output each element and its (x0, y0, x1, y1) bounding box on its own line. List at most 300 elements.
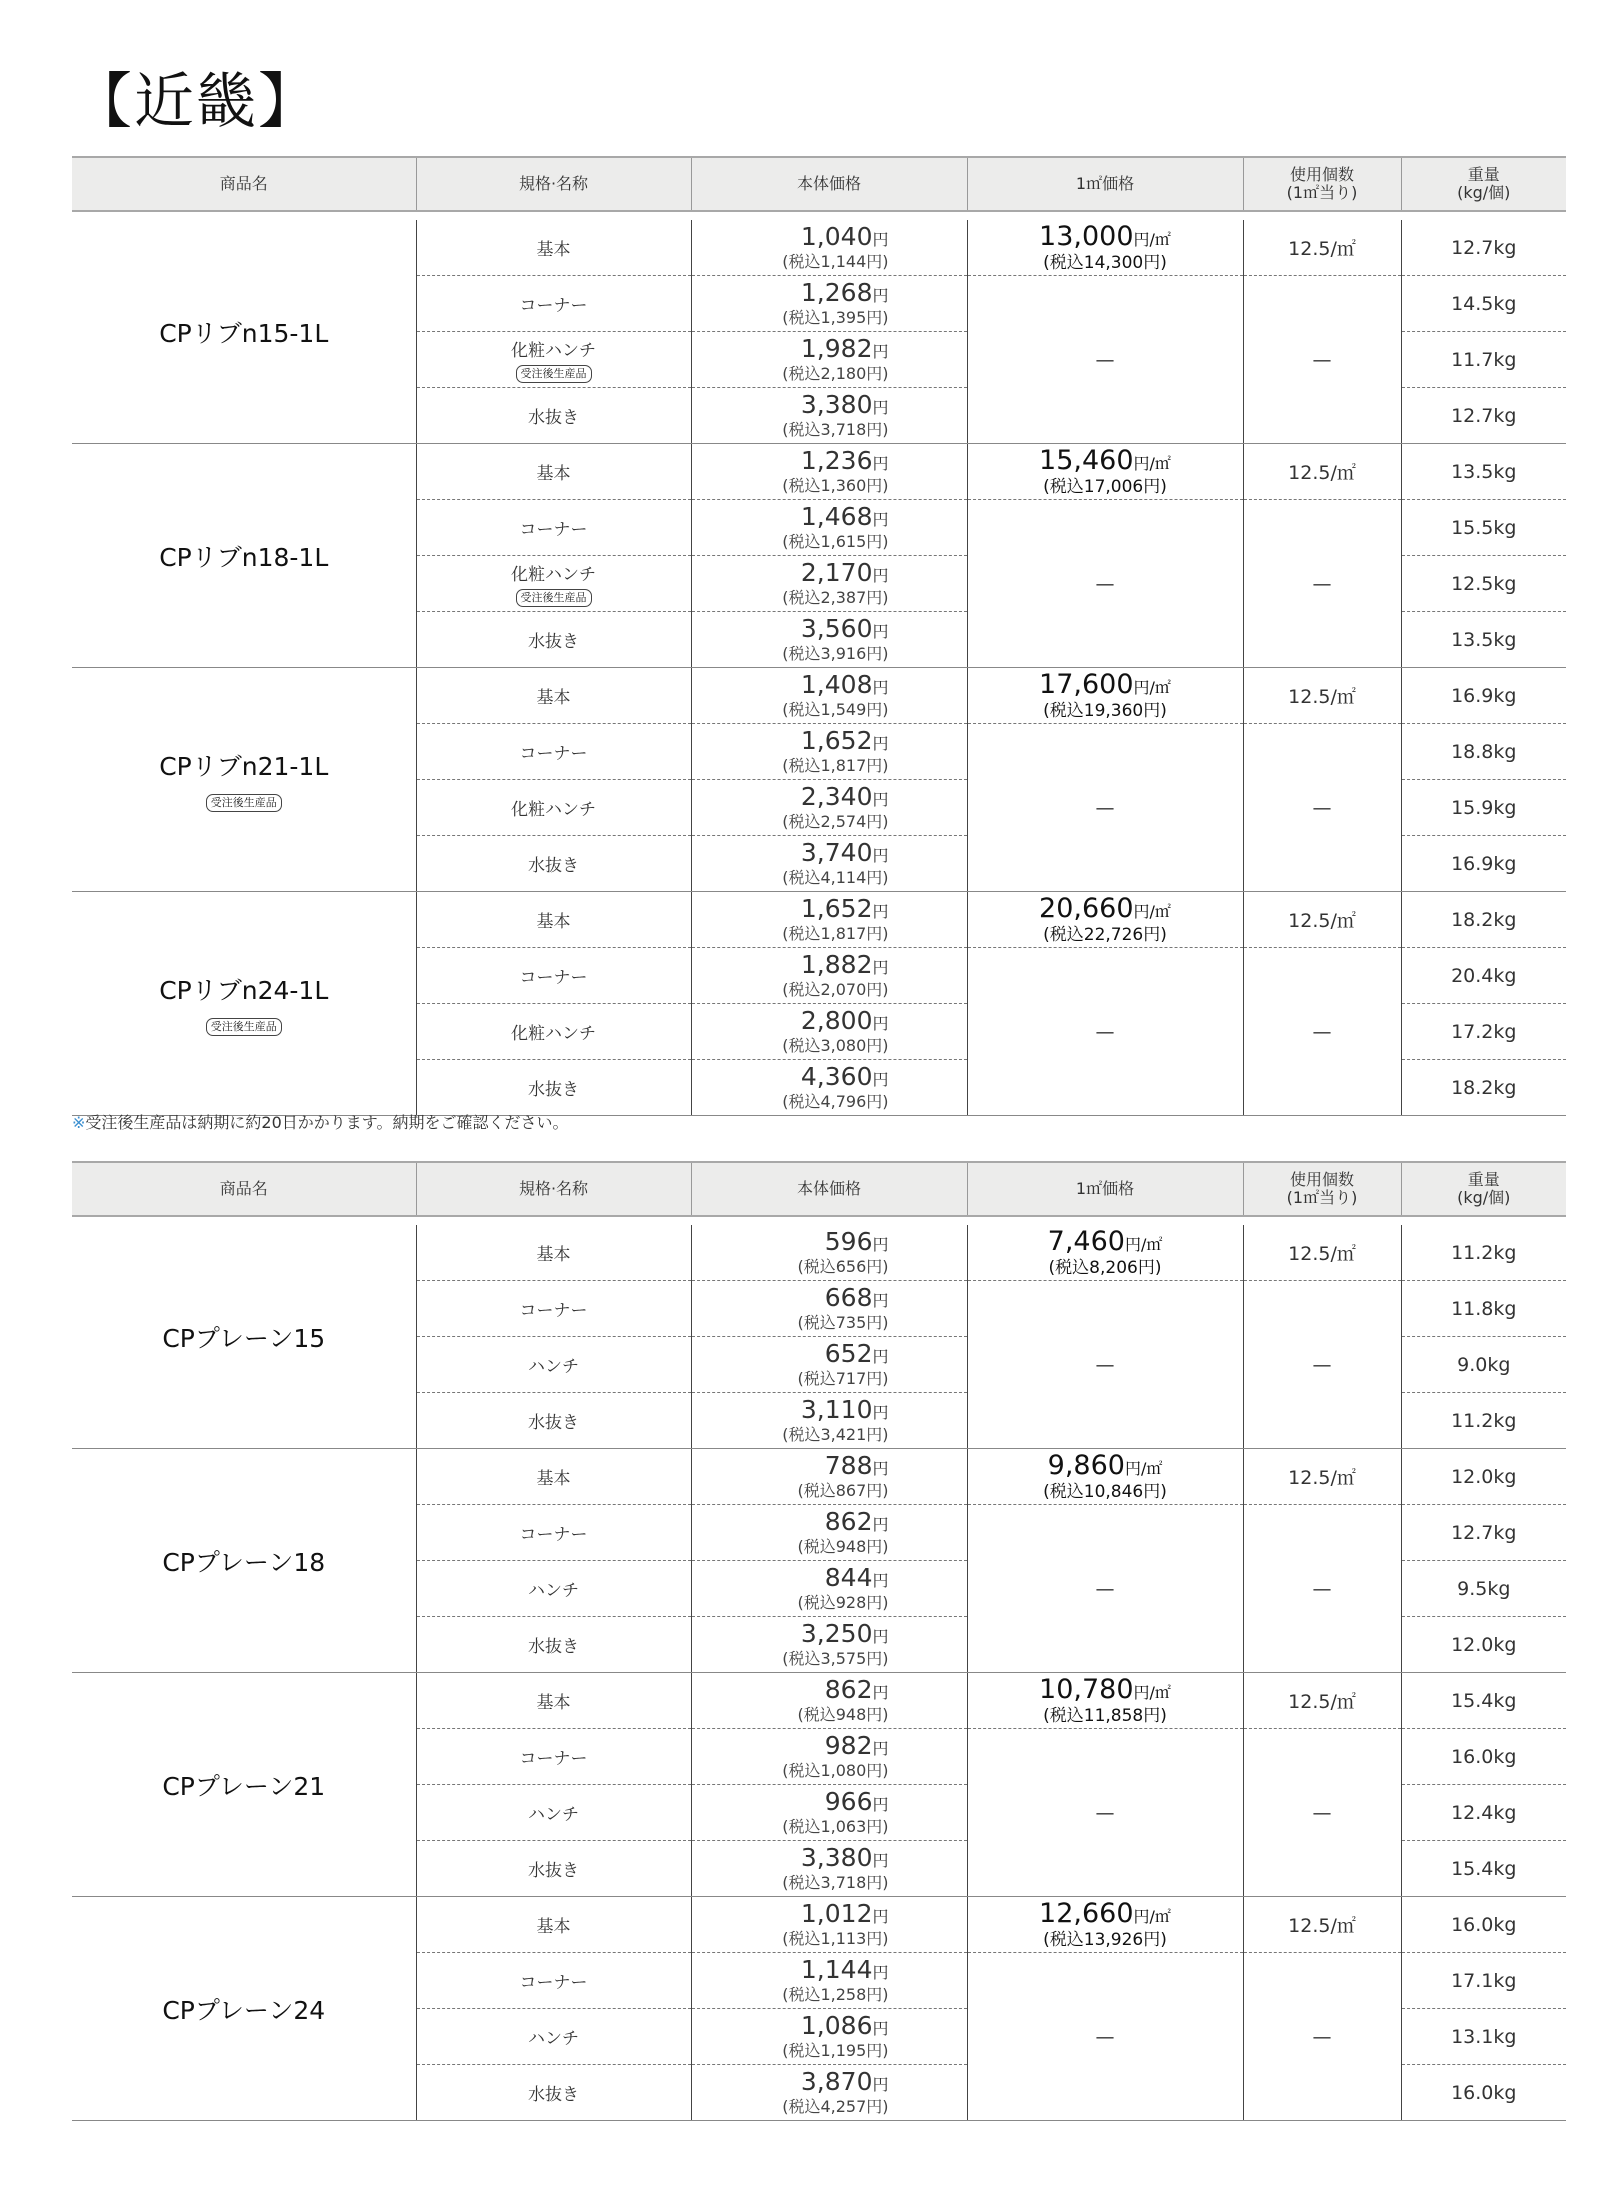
base-price (692, 1341, 967, 1370)
weight-cell: 20.4kg (1401, 948, 1566, 1004)
table-header-row (72, 1162, 1566, 1216)
weight-cell: 17.2kg (1401, 1004, 1566, 1060)
spec-label: 基本 (536, 464, 571, 484)
product-name-cell (72, 444, 416, 668)
dash-placeholder: — (1312, 1801, 1332, 1824)
spacer-cell (967, 1216, 1243, 1225)
base-price (692, 616, 967, 645)
weight-cell: 13.1kg (1401, 2009, 1566, 2065)
usage-count-cell: 12.5/㎡ (1243, 1897, 1401, 1953)
per-m2-unit: 円/㎡ (1133, 1907, 1171, 1926)
spec-label: コーナー (519, 968, 588, 988)
tax-included-price: (税込928円) (797, 1593, 889, 1612)
price-value: 788 (824, 1451, 873, 1480)
spec-cell (416, 1393, 691, 1449)
spec-label: コーナー (519, 1973, 588, 1993)
yen-unit: 円 (872, 510, 889, 529)
header-count: 使用個数 (1㎡当り) (1243, 157, 1401, 211)
dash-placeholder: — (1312, 572, 1332, 595)
m2-price-value: 15,460 (1039, 445, 1134, 476)
usage-count-empty-cell (1243, 1281, 1401, 1449)
tax-included-price: (税込3,080円) (782, 1036, 889, 1055)
tax-included-price: (税込1,817円) (782, 924, 889, 943)
base-price (692, 224, 967, 253)
usage-count-empty-cell (1243, 276, 1401, 444)
yen-unit: 円 (872, 678, 889, 697)
price-value: 1,236 (800, 446, 873, 475)
spec-cell (416, 388, 691, 444)
weight-cell: 16.0kg (1401, 1729, 1566, 1785)
weight-cell: 9.5kg (1401, 1561, 1566, 1617)
yen-unit: 円 (872, 1795, 889, 1814)
price-value: 2,340 (800, 782, 873, 811)
price-value: 3,110 (800, 1395, 873, 1424)
spec-cell (416, 780, 691, 836)
price-value: 1,982 (800, 334, 873, 363)
tax-included-price: (税込1,360円) (782, 476, 889, 495)
m2-price (968, 1452, 1243, 1483)
spec-label: 基本 (536, 1245, 571, 1265)
m2-price-value: 17,600 (1039, 669, 1134, 700)
product-name-cell (72, 220, 416, 444)
weight-cell: 18.2kg (1401, 1060, 1566, 1116)
base-price (692, 448, 967, 477)
weight-cell: 18.8kg (1401, 724, 1566, 780)
price-value: 1,652 (800, 894, 873, 923)
spec-label: ハンチ (528, 2029, 579, 2049)
spacer-row (72, 211, 1566, 220)
price-cell (691, 1673, 967, 1729)
yen-unit: 円 (872, 1571, 889, 1590)
spec-label: 基本 (536, 688, 571, 708)
yen-unit: 円 (872, 1403, 889, 1422)
made-to-order-badge: 受注後生産品 (516, 365, 592, 383)
yen-unit: 円 (872, 1291, 889, 1310)
tax-included-price: (税込2,070円) (782, 980, 889, 999)
base-price (692, 560, 967, 589)
header-m2-price: 1㎡価格 (967, 157, 1243, 211)
price-value: 1,144 (800, 1955, 873, 1984)
m2-price-value: 9,860 (1047, 1450, 1125, 1481)
spec-label: 化粧ハンチ (511, 1024, 596, 1044)
weight-cell: 12.7kg (1401, 1505, 1566, 1561)
m2-price-empty-cell (967, 1953, 1243, 2121)
m2-tax-included: (税込19,360円) (1043, 701, 1167, 721)
yen-unit: 円 (872, 566, 889, 585)
dash-placeholder: — (1312, 1020, 1332, 1043)
yen-unit: 円 (872, 1851, 889, 1870)
table-row (72, 892, 1566, 948)
m2-price-empty-cell (967, 500, 1243, 668)
tax-included-price: (税込3,718円) (782, 1873, 889, 1892)
price-cell (691, 780, 967, 836)
spec-label: 水抜き (528, 1637, 579, 1657)
m2-price-cell (967, 668, 1243, 724)
tax-included-price: (税込948円) (797, 1705, 889, 1724)
spec-cell (416, 1897, 691, 1953)
tax-included-price: (税込2,574円) (782, 812, 889, 831)
dash-placeholder: — (1312, 2025, 1332, 2048)
header-m2-price: 1㎡価格 (967, 1162, 1243, 1216)
header-name: 商品名 (72, 157, 416, 211)
price-cell (691, 1841, 967, 1897)
yen-unit: 円 (872, 1235, 889, 1254)
spec-label: 基本 (536, 240, 571, 260)
spec-label: 化粧ハンチ (511, 565, 596, 585)
yen-unit: 円 (872, 622, 889, 641)
spec-cell (416, 724, 691, 780)
base-price (692, 2069, 967, 2098)
spec-cell (416, 1225, 691, 1281)
price-value: 844 (824, 1563, 873, 1592)
tax-included-price: (税込735円) (797, 1313, 889, 1332)
price-cell (691, 1225, 967, 1281)
price-value: 668 (824, 1283, 873, 1312)
page-title: 【近畿】 (72, 67, 320, 137)
yen-unit: 円 (872, 958, 889, 977)
spec-cell (416, 892, 691, 948)
spacer-cell (416, 1216, 691, 1225)
price-cell (691, 1060, 967, 1116)
weight-cell: 15.4kg (1401, 1673, 1566, 1729)
price-cell (691, 612, 967, 668)
yen-unit: 円 (872, 1515, 889, 1534)
price-cell (691, 724, 967, 780)
m2-price-value: 7,460 (1047, 1226, 1125, 1257)
base-price (692, 1397, 967, 1426)
tax-included-price: (税込1,549円) (782, 700, 889, 719)
tax-included-price: (税込2,180円) (782, 364, 889, 383)
spec-label: 基本 (536, 1693, 571, 1713)
spec-cell (416, 1337, 691, 1393)
spacer-cell (1401, 1216, 1566, 1225)
m2-price-value: 10,780 (1039, 1674, 1134, 1705)
spec-cell (416, 836, 691, 892)
product-name-cell (72, 892, 416, 1116)
spec-label: 基本 (536, 1917, 571, 1937)
price-cell (691, 1393, 967, 1449)
spec-label: 基本 (536, 912, 571, 932)
yen-unit: 円 (872, 902, 889, 921)
spec-label: ハンチ (528, 1357, 579, 1377)
base-price (692, 1845, 967, 1874)
price-value: 596 (824, 1227, 873, 1256)
yen-unit: 円 (872, 230, 889, 249)
per-m2-unit: 円/㎡ (1124, 1235, 1163, 1254)
price-cell (691, 276, 967, 332)
header-spec: 規格·名称 (416, 1162, 691, 1216)
dash-placeholder: — (1095, 1020, 1115, 1043)
tax-included-price: (税込867円) (797, 1481, 889, 1500)
spec-cell (416, 1281, 691, 1337)
product-name-cell (72, 668, 416, 892)
price-value: 3,250 (800, 1619, 873, 1648)
price-value: 3,380 (800, 1843, 873, 1872)
price-cell (691, 500, 967, 556)
header-price: 本体価格 (691, 157, 967, 211)
weight-cell: 15.9kg (1401, 780, 1566, 836)
price-cell (691, 1004, 967, 1060)
tax-included-price: (税込3,421円) (782, 1425, 889, 1444)
dash-placeholder: — (1312, 1353, 1332, 1376)
product-name-cell (72, 1225, 416, 1449)
yen-unit: 円 (872, 1627, 889, 1646)
weight-cell: 11.2kg (1401, 1225, 1566, 1281)
spec-cell (416, 2009, 691, 2065)
weight-cell: 11.7kg (1401, 332, 1566, 388)
base-price (692, 952, 967, 981)
price-value: 652 (824, 1339, 873, 1368)
spec-label: 水抜き (528, 632, 579, 652)
price-cell (691, 1953, 967, 2009)
base-price (692, 2013, 967, 2042)
m2-price-cell (967, 1225, 1243, 1281)
spec-label: 水抜き (528, 1861, 579, 1881)
spec-cell (416, 1785, 691, 1841)
weight-cell: 11.8kg (1401, 1281, 1566, 1337)
product-name-cell (72, 1673, 416, 1897)
price-cell (691, 668, 967, 724)
weight-cell: 11.2kg (1401, 1393, 1566, 1449)
yen-unit: 円 (872, 2019, 889, 2038)
price-value: 1,652 (800, 726, 873, 755)
yen-unit: 円 (872, 286, 889, 305)
table-body (72, 211, 1566, 1116)
yen-unit: 円 (872, 1683, 889, 1702)
price-value: 1,012 (800, 1899, 873, 1928)
spacer-cell (1401, 211, 1566, 220)
m2-price (968, 1228, 1243, 1259)
m2-price-empty-cell (967, 1281, 1243, 1449)
made-to-order-badge: 受注後生産品 (206, 794, 282, 812)
m2-price-value: 13,000 (1039, 221, 1134, 252)
spec-label: ハンチ (528, 1805, 579, 1825)
usage-count-empty-cell (1243, 724, 1401, 892)
header-weight: 重量 (kg/個) (1401, 157, 1566, 211)
table-body (72, 1216, 1566, 2121)
spec-label: 水抜き (528, 2085, 579, 2105)
price-table-plain (72, 1161, 1566, 2121)
spacer-cell (691, 1216, 967, 1225)
m2-price-cell (967, 892, 1243, 948)
header-weight: 重量 (kg/個) (1401, 1162, 1566, 1216)
m2-price (968, 447, 1243, 478)
price-value: 2,170 (800, 558, 873, 587)
spec-cell (416, 332, 691, 388)
price-cell (691, 1337, 967, 1393)
spec-cell (416, 2065, 691, 2121)
spacer-cell (1243, 211, 1401, 220)
product-name: CPリブn24-1L (159, 976, 329, 1005)
yen-unit: 円 (872, 790, 889, 809)
table-row (72, 1897, 1566, 1953)
weight-cell: 12.4kg (1401, 1785, 1566, 1841)
m2-price-cell (967, 1897, 1243, 1953)
tax-included-price: (税込1,080円) (782, 1761, 889, 1780)
base-price (692, 280, 967, 309)
spec-label: コーナー (519, 520, 588, 540)
m2-price (968, 895, 1243, 926)
usage-count-empty-cell (1243, 1729, 1401, 1897)
weight-cell: 12.0kg (1401, 1449, 1566, 1505)
product-name: CPリブn18-1L (159, 542, 329, 572)
m2-price-empty-cell (967, 724, 1243, 892)
usage-count-empty-cell (1243, 1505, 1401, 1673)
spec-label: コーナー (519, 1525, 588, 1545)
spec-cell (416, 500, 691, 556)
spec-label: 基本 (536, 1469, 571, 1489)
price-value: 3,870 (800, 2067, 873, 2096)
weight-cell: 16.9kg (1401, 836, 1566, 892)
made-to-order-badge: 受注後生産品 (516, 589, 592, 607)
dash-placeholder: — (1312, 1577, 1332, 1600)
base-price (692, 672, 967, 701)
base-price (692, 504, 967, 533)
base-price (692, 1565, 967, 1594)
spec-label: 水抜き (528, 408, 579, 428)
price-cell (691, 556, 967, 612)
price-cell (691, 2065, 967, 2121)
weight-cell: 13.5kg (1401, 444, 1566, 500)
spec-label: 水抜き (528, 1413, 579, 1433)
spec-cell (416, 276, 691, 332)
m2-price-cell (967, 220, 1243, 276)
weight-cell: 16.9kg (1401, 668, 1566, 724)
tax-included-price: (税込4,796円) (782, 1092, 889, 1111)
yen-unit: 円 (872, 454, 889, 473)
base-price (692, 1509, 967, 1538)
tax-included-price: (税込1,113円) (782, 1929, 889, 1948)
tax-included-price: (税込1,144円) (782, 252, 889, 271)
usage-count-cell: 12.5/㎡ (1243, 1673, 1401, 1729)
tax-included-price: (税込4,114円) (782, 868, 889, 887)
spec-label: 化粧ハンチ (511, 341, 596, 361)
price-value: 3,560 (800, 614, 873, 643)
tax-included-price: (税込656円) (797, 1257, 889, 1276)
base-price (692, 1453, 967, 1482)
spec-cell (416, 1505, 691, 1561)
base-price (692, 392, 967, 421)
m2-price-empty-cell (967, 948, 1243, 1116)
weight-cell: 12.7kg (1401, 388, 1566, 444)
product-name: CPプレーン21 (162, 1771, 326, 1801)
product-name-cell (72, 1449, 416, 1673)
tax-included-price: (税込1,817円) (782, 756, 889, 775)
yen-unit: 円 (872, 846, 889, 865)
base-price (692, 784, 967, 813)
yen-unit: 円 (872, 734, 889, 753)
tax-included-price: (税込1,395円) (782, 308, 889, 327)
base-price (692, 1229, 967, 1258)
spec-cell (416, 220, 691, 276)
m2-tax-included: (税込17,006円) (1043, 477, 1167, 497)
price-table-ribbed (72, 156, 1566, 1116)
spacer-row (72, 1216, 1566, 1225)
spec-cell (416, 948, 691, 1004)
price-value: 862 (824, 1507, 873, 1536)
spec-cell (416, 1561, 691, 1617)
dash-placeholder: — (1095, 1353, 1115, 1376)
dash-placeholder: — (1312, 348, 1332, 371)
per-m2-unit: 円/㎡ (1133, 230, 1171, 249)
spec-cell (416, 444, 691, 500)
dash-placeholder: — (1095, 572, 1115, 595)
spec-label: 化粧ハンチ (511, 800, 596, 820)
price-value: 3,380 (800, 390, 873, 419)
spacer-cell (691, 211, 967, 220)
spec-cell (416, 612, 691, 668)
tax-included-price: (税込1,615円) (782, 532, 889, 551)
price-cell (691, 892, 967, 948)
base-price (692, 1064, 967, 1093)
price-value: 1,408 (800, 670, 873, 699)
weight-cell: 14.5kg (1401, 276, 1566, 332)
usage-count-empty-cell (1243, 1953, 1401, 2121)
spec-cell (416, 556, 691, 612)
weight-cell: 9.0kg (1401, 1337, 1566, 1393)
m2-tax-included: (税込14,300円) (1043, 253, 1167, 273)
spec-label: コーナー (519, 1749, 588, 1769)
price-value: 4,360 (800, 1062, 873, 1091)
price-cell (691, 1785, 967, 1841)
spec-cell (416, 1004, 691, 1060)
weight-cell: 18.2kg (1401, 892, 1566, 948)
per-m2-unit: 円/㎡ (1133, 902, 1171, 921)
weight-cell: 12.0kg (1401, 1617, 1566, 1673)
spec-cell (416, 1617, 691, 1673)
usage-count-cell: 12.5/㎡ (1243, 1449, 1401, 1505)
base-price (692, 336, 967, 365)
price-value: 1,268 (800, 278, 873, 307)
base-price (692, 1957, 967, 1986)
usage-count-cell: 12.5/㎡ (1243, 1225, 1401, 1281)
m2-price (968, 1900, 1243, 1931)
spec-cell (416, 1841, 691, 1897)
weight-cell: 17.1kg (1401, 1953, 1566, 2009)
usage-count-cell: 12.5/㎡ (1243, 220, 1401, 276)
spacer-cell (416, 211, 691, 220)
price-value: 966 (824, 1787, 873, 1816)
base-price (692, 840, 967, 869)
m2-price-cell (967, 444, 1243, 500)
table-row (72, 444, 1566, 500)
base-price (692, 1008, 967, 1037)
m2-price-cell (967, 1673, 1243, 1729)
m2-tax-included: (税込11,858円) (1043, 1706, 1167, 1726)
dash-placeholder: — (1312, 796, 1332, 819)
price-value: 1,468 (800, 502, 873, 531)
tax-included-price: (税込3,575円) (782, 1649, 889, 1668)
weight-cell: 15.5kg (1401, 500, 1566, 556)
price-cell (691, 332, 967, 388)
tax-included-price: (税込1,258円) (782, 1985, 889, 2004)
price-cell (691, 1281, 967, 1337)
spacer-cell (72, 211, 416, 220)
product-name-cell (72, 1897, 416, 2121)
spec-label: 水抜き (528, 856, 579, 876)
note-text: 受注後生産品は納期に約20日かかります。納期をご確認ください。 (85, 1113, 569, 1132)
m2-price-empty-cell (967, 276, 1243, 444)
price-cell (691, 1505, 967, 1561)
per-m2-unit: 円/㎡ (1133, 678, 1171, 697)
product-name: CPプレーン15 (162, 1323, 326, 1353)
spec-label: コーナー (519, 744, 588, 764)
weight-cell: 13.5kg (1401, 612, 1566, 668)
m2-price-empty-cell (967, 1729, 1243, 1897)
m2-price (968, 1676, 1243, 1707)
product-name: CPリブn21-1L (159, 752, 329, 781)
weight-cell: 12.5kg (1401, 556, 1566, 612)
